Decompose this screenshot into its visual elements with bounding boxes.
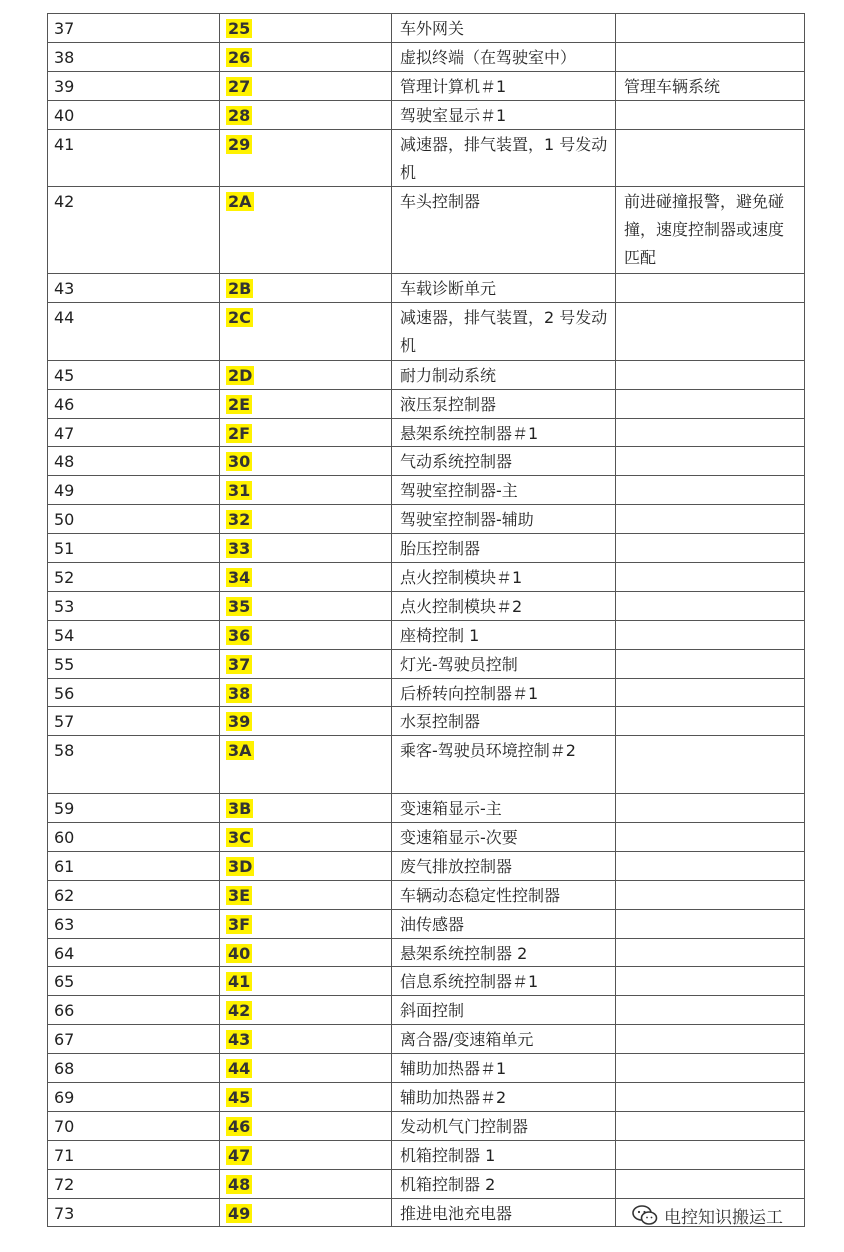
table-row <box>48 736 805 794</box>
device-name-cell: 离合器/变速箱单元 <box>392 1025 616 1053</box>
row-number-cell: 66 <box>48 996 220 1024</box>
table-row <box>48 101 805 130</box>
row-number-cell: 65 <box>48 967 220 995</box>
row-number-cell: 73 <box>48 1199 220 1227</box>
hex-code-cell <box>220 794 392 822</box>
note-cell <box>616 967 805 995</box>
note-cell <box>616 794 805 822</box>
highlighted-code: 25 <box>228 19 251 38</box>
note-cell <box>616 736 805 793</box>
hex-code-cell <box>220 43 392 71</box>
note-cell <box>616 534 805 562</box>
row-number-cell: 52 <box>48 563 220 591</box>
highlighted-code: 39 <box>228 712 251 732</box>
device-name-cell: 减速器，排气装置，1 号发动机 <box>392 130 616 187</box>
hex-code-cell <box>220 881 392 909</box>
device-name-cell: 悬架系统控制器＃1 <box>392 419 616 447</box>
hex-code-cell <box>220 72 392 100</box>
device-name-cell: 管理计算机＃1 <box>392 72 616 100</box>
note-cell <box>616 996 805 1024</box>
table-row <box>48 447 805 476</box>
device-name-cell: 车头控制器 <box>392 187 616 273</box>
device-name-cell: 减速器，排气装置，2 号发动机 <box>392 303 616 360</box>
row-number-cell: 47 <box>48 419 220 447</box>
highlighted-code: 46 <box>228 1116 251 1136</box>
device-name-cell: 气动系统控制器 <box>392 447 616 475</box>
hex-code-cell <box>220 563 392 591</box>
row-number-cell: 53 <box>48 592 220 620</box>
hex-code-cell <box>220 910 392 938</box>
row-number-cell: 38 <box>48 43 220 71</box>
table-row <box>48 1083 805 1112</box>
table-row <box>48 1025 805 1054</box>
table-row <box>48 996 805 1025</box>
table-row <box>48 852 805 881</box>
watermark-text: 电控知识搬运工 <box>664 1207 783 1228</box>
note-cell <box>616 939 805 967</box>
hex-code-cell <box>220 1199 392 1227</box>
hex-code-cell <box>220 187 392 273</box>
note-cell <box>616 910 805 938</box>
device-name-cell: 推进电池充电器 <box>392 1199 616 1227</box>
device-name-cell: 驾驶室控制器-辅助 <box>392 505 616 533</box>
device-name-cell: 点火控制模块＃2 <box>392 592 616 620</box>
table-row <box>48 910 805 939</box>
hex-code-cell <box>220 361 392 389</box>
device-name-cell: 机箱控制器 2 <box>392 1170 616 1198</box>
device-name-cell: 信息系统控制器＃1 <box>392 967 616 995</box>
highlighted-code: 34 <box>228 567 251 587</box>
row-number-cell: 68 <box>48 1054 220 1082</box>
device-name-cell: 液压泵控制器 <box>392 390 616 418</box>
device-name-cell: 车辆动态稳定性控制器 <box>392 881 616 909</box>
highlighted-code: 47 <box>228 1145 251 1165</box>
wechat-icon <box>632 1204 658 1226</box>
highlighted-code: 3D <box>228 856 253 876</box>
table-row <box>48 1141 805 1170</box>
note-cell: 前进碰撞报警，避免碰撞，速度控制器或速度匹配 <box>616 187 805 273</box>
note-cell <box>616 1054 805 1082</box>
row-number-cell: 37 <box>48 14 220 42</box>
highlighted-code: 3C <box>228 828 251 847</box>
note-cell <box>616 14 805 42</box>
highlighted-code: 32 <box>228 510 251 530</box>
table-row <box>48 390 805 419</box>
device-name-cell: 废气排放控制器 <box>392 852 616 880</box>
row-number-cell: 62 <box>48 881 220 909</box>
table-row <box>48 823 805 852</box>
highlighted-code: 3B <box>228 799 252 819</box>
row-number-cell: 72 <box>48 1170 220 1198</box>
hex-code-cell <box>220 274 392 302</box>
ecu-address-table <box>47 13 805 1227</box>
note-cell <box>616 419 805 447</box>
row-number-cell: 59 <box>48 794 220 822</box>
table-row <box>48 72 805 101</box>
device-name-cell: 变速箱显示-次要 <box>392 823 616 851</box>
row-number-cell: 43 <box>48 274 220 302</box>
hex-code-cell <box>220 419 392 447</box>
hex-code-cell <box>220 303 392 360</box>
table-row <box>48 1170 805 1199</box>
hex-code-cell <box>220 1112 392 1140</box>
row-number-cell: 45 <box>48 361 220 389</box>
note-cell <box>616 881 805 909</box>
table-row <box>48 476 805 505</box>
highlighted-code: 49 <box>228 1203 251 1223</box>
table-row <box>48 14 805 43</box>
device-name-cell: 虚拟终端（在驾驶室中） <box>392 43 616 71</box>
highlighted-code: 3F <box>228 914 251 934</box>
hex-code-cell <box>220 621 392 649</box>
device-name-cell: 水泵控制器 <box>392 707 616 735</box>
highlighted-code: 41 <box>228 972 251 992</box>
table-row <box>48 1054 805 1083</box>
row-number-cell: 61 <box>48 852 220 880</box>
hex-code-cell <box>220 679 392 707</box>
table-row <box>48 794 805 823</box>
highlighted-code: 37 <box>228 654 251 674</box>
highlighted-code: 43 <box>228 1030 251 1050</box>
table-row <box>48 361 805 390</box>
table-row <box>48 679 805 708</box>
highlighted-code: 2E <box>228 394 251 414</box>
row-number-cell: 51 <box>48 534 220 562</box>
hex-code-cell <box>220 996 392 1024</box>
note-cell <box>616 101 805 129</box>
hex-code-cell <box>220 14 392 42</box>
highlighted-code: 2D <box>228 365 253 385</box>
hex-code-cell <box>220 707 392 735</box>
highlighted-code: 29 <box>228 134 251 154</box>
row-number-cell: 56 <box>48 679 220 707</box>
hex-code-cell <box>220 650 392 678</box>
hex-code-cell <box>220 505 392 533</box>
row-number-cell: 39 <box>48 72 220 100</box>
row-number-cell: 67 <box>48 1025 220 1053</box>
row-number-cell: 46 <box>48 390 220 418</box>
table-row <box>48 592 805 621</box>
device-name-cell: 车外网关 <box>392 14 616 42</box>
table-row <box>48 707 805 736</box>
hex-code-cell <box>220 1054 392 1082</box>
row-number-cell: 49 <box>48 476 220 504</box>
device-name-cell: 驾驶室显示＃1 <box>392 101 616 129</box>
hex-code-cell <box>220 823 392 851</box>
hex-code-cell <box>220 1083 392 1111</box>
table-row <box>48 881 805 910</box>
table-row <box>48 505 805 534</box>
hex-code-cell <box>220 967 392 995</box>
row-number-cell: 58 <box>48 736 220 793</box>
table-row <box>48 130 805 188</box>
device-name-cell: 机箱控制器 1 <box>392 1141 616 1169</box>
device-name-cell: 灯光-驾驶员控制 <box>392 650 616 678</box>
row-number-cell: 50 <box>48 505 220 533</box>
table-row <box>48 563 805 592</box>
table-row <box>48 534 805 563</box>
note-cell <box>616 650 805 678</box>
device-name-cell: 悬架系统控制器 2 <box>392 939 616 967</box>
table-row <box>48 650 805 679</box>
highlighted-code: 48 <box>228 1174 251 1194</box>
hex-code-cell <box>220 736 392 793</box>
highlighted-code: 35 <box>228 596 251 616</box>
table-row <box>48 621 805 650</box>
hex-code-cell <box>220 1170 392 1198</box>
table-row <box>48 187 805 274</box>
device-name-cell: 后桥转向控制器＃1 <box>392 679 616 707</box>
highlighted-code: 42 <box>228 1001 251 1021</box>
note-cell <box>616 505 805 533</box>
note-cell <box>616 1141 805 1169</box>
note-cell <box>616 1025 805 1053</box>
highlighted-code: 44 <box>228 1059 251 1079</box>
note-cell <box>616 823 805 851</box>
highlighted-code: 30 <box>228 452 251 472</box>
hex-code-cell <box>220 130 392 187</box>
note-cell <box>616 361 805 389</box>
watermark <box>632 1200 783 1230</box>
hex-code-cell <box>220 939 392 967</box>
note-cell <box>616 43 805 71</box>
device-name-cell: 胎压控制器 <box>392 534 616 562</box>
highlighted-code: 27 <box>228 76 251 96</box>
row-number-cell: 54 <box>48 621 220 649</box>
note-cell <box>616 707 805 735</box>
highlighted-code: 38 <box>228 683 251 703</box>
row-number-cell: 70 <box>48 1112 220 1140</box>
note-cell <box>616 679 805 707</box>
row-number-cell: 57 <box>48 707 220 735</box>
highlighted-code: 2B <box>228 279 252 299</box>
note-cell <box>616 303 805 360</box>
table-row <box>48 1112 805 1141</box>
device-name-cell: 辅助加热器＃2 <box>392 1083 616 1111</box>
device-name-cell: 辅助加热器＃1 <box>392 1054 616 1082</box>
highlighted-code: 3E <box>228 885 251 905</box>
device-name-cell: 乘客-驾驶员环境控制＃2 <box>392 736 616 793</box>
device-name-cell: 耐力制动系统 <box>392 361 616 389</box>
note-cell <box>616 476 805 504</box>
device-name-cell: 斜面控制 <box>392 996 616 1024</box>
highlighted-code: 2A <box>228 192 252 212</box>
device-name-cell: 发动机气门控制器 <box>392 1112 616 1140</box>
note-cell <box>616 563 805 591</box>
device-name-cell: 点火控制模块＃1 <box>392 563 616 591</box>
hex-code-cell <box>220 101 392 129</box>
highlighted-code: 2C <box>228 307 251 327</box>
row-number-cell: 48 <box>48 447 220 475</box>
highlighted-code: 36 <box>228 625 251 645</box>
note-cell <box>616 130 805 187</box>
note-cell <box>616 592 805 620</box>
hex-code-cell <box>220 592 392 620</box>
row-number-cell: 63 <box>48 910 220 938</box>
table-row <box>48 967 805 996</box>
hex-code-cell <box>220 852 392 880</box>
note-cell <box>616 274 805 302</box>
device-name-cell: 驾驶室控制器-主 <box>392 476 616 504</box>
row-number-cell: 41 <box>48 130 220 187</box>
highlighted-code: 3A <box>228 741 252 761</box>
row-number-cell: 40 <box>48 101 220 129</box>
table-row <box>48 43 805 72</box>
hex-code-cell <box>220 1025 392 1053</box>
row-number-cell: 69 <box>48 1083 220 1111</box>
note-cell <box>616 1170 805 1198</box>
note-cell <box>616 447 805 475</box>
note-cell <box>616 1112 805 1140</box>
device-name-cell: 变速箱显示-主 <box>392 794 616 822</box>
row-number-cell: 71 <box>48 1141 220 1169</box>
table-row <box>48 274 805 303</box>
note-cell <box>616 621 805 649</box>
highlighted-code: 33 <box>228 539 251 559</box>
device-name-cell: 座椅控制 1 <box>392 621 616 649</box>
row-number-cell: 64 <box>48 939 220 967</box>
device-name-cell: 车载诊断单元 <box>392 274 616 302</box>
device-name-cell: 油传感器 <box>392 910 616 938</box>
note-cell <box>616 390 805 418</box>
hex-code-cell <box>220 447 392 475</box>
hex-code-cell <box>220 534 392 562</box>
note-cell: 管理车辆系统 <box>616 72 805 100</box>
highlighted-code: 2F <box>228 423 251 443</box>
note-cell <box>616 1083 805 1111</box>
row-number-cell: 42 <box>48 187 220 273</box>
table-row <box>48 939 805 968</box>
highlighted-code: 40 <box>228 943 251 963</box>
hex-code-cell <box>220 390 392 418</box>
table-row <box>48 419 805 448</box>
highlighted-code: 26 <box>228 47 251 67</box>
hex-code-cell <box>220 1141 392 1169</box>
highlighted-code: 28 <box>228 105 251 125</box>
row-number-cell: 60 <box>48 823 220 851</box>
note-cell <box>616 852 805 880</box>
hex-code-cell <box>220 476 392 504</box>
highlighted-code: 31 <box>228 481 251 501</box>
row-number-cell: 44 <box>48 303 220 360</box>
table-row <box>48 303 805 361</box>
row-number-cell: 55 <box>48 650 220 678</box>
highlighted-code: 45 <box>228 1088 251 1108</box>
